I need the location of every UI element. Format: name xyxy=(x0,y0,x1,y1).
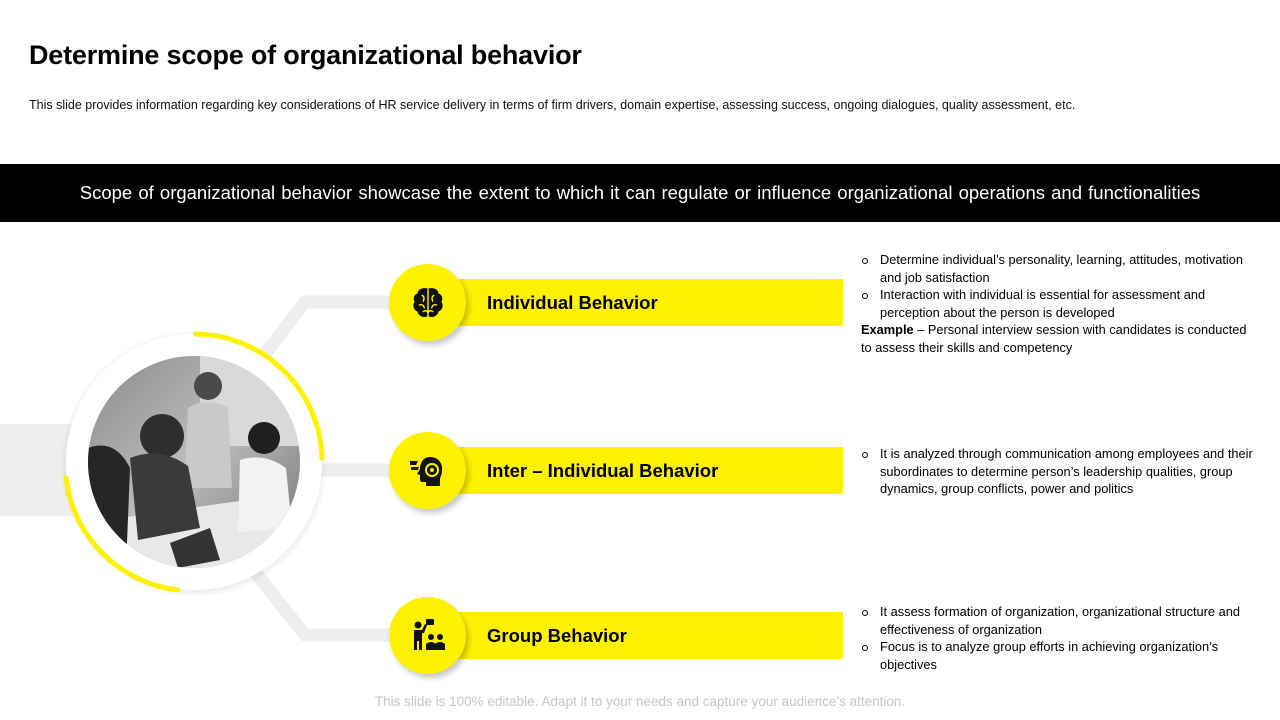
team-photo-circle xyxy=(60,328,328,596)
row-inter-individual-behavior xyxy=(430,447,843,494)
example-body: – Personal interview session with candidates is conducted to assess their skills and competency xyxy=(861,322,1247,355)
banner-text: Scope of organizational behavior showcase the extent to which it can regulate or influence organizational operations and functionalities xyxy=(79,182,1201,203)
people-photo xyxy=(88,356,300,568)
example-label: Example xyxy=(861,322,914,338)
head-gear-icon xyxy=(389,432,466,509)
bullet: Interaction with individual is essential for assessment and perception about the person is developed xyxy=(861,286,1256,321)
slide-title: Determine scope of organizational behavior xyxy=(29,40,582,70)
row-inter-individual-description xyxy=(861,445,1256,498)
row-group-description xyxy=(861,603,1256,673)
banner xyxy=(0,164,1280,222)
team-presentation-icon xyxy=(389,597,466,674)
bullet: It is analyzed through communication among employees and their subordinates to determine person’s leadership qualities, group dynamics, group conflicts, power and politics xyxy=(861,445,1256,498)
bullet: It assess formation of organization, organizational structure and effectiveness of organization xyxy=(861,603,1256,638)
slide-subtitle: This slide provides information regarding key considerations of HR service delivery in terms of firm drivers, domain expertise, assessing success, ongoing dialogues, quality assessment, etc. xyxy=(29,98,1076,112)
row-individual-behavior xyxy=(430,279,843,326)
row-individual-description xyxy=(861,251,1256,357)
bullet: Determine individual’s personality, learning, attitudes, motivation and job satisfaction xyxy=(861,251,1256,286)
row-label: Inter – Individual Behavior xyxy=(487,459,719,481)
bullet: Focus is to analyze group efforts in achieving organization’s objectives xyxy=(861,638,1256,673)
row-label: Individual Behavior xyxy=(487,291,658,313)
brain-icon xyxy=(389,264,466,341)
example-text xyxy=(861,321,1256,356)
footer-note: This slide is 100% editable. Adapt it to your needs and capture your audience’s attention. xyxy=(374,694,906,709)
row-label: Group Behavior xyxy=(487,624,627,646)
row-group-behavior xyxy=(430,612,843,659)
